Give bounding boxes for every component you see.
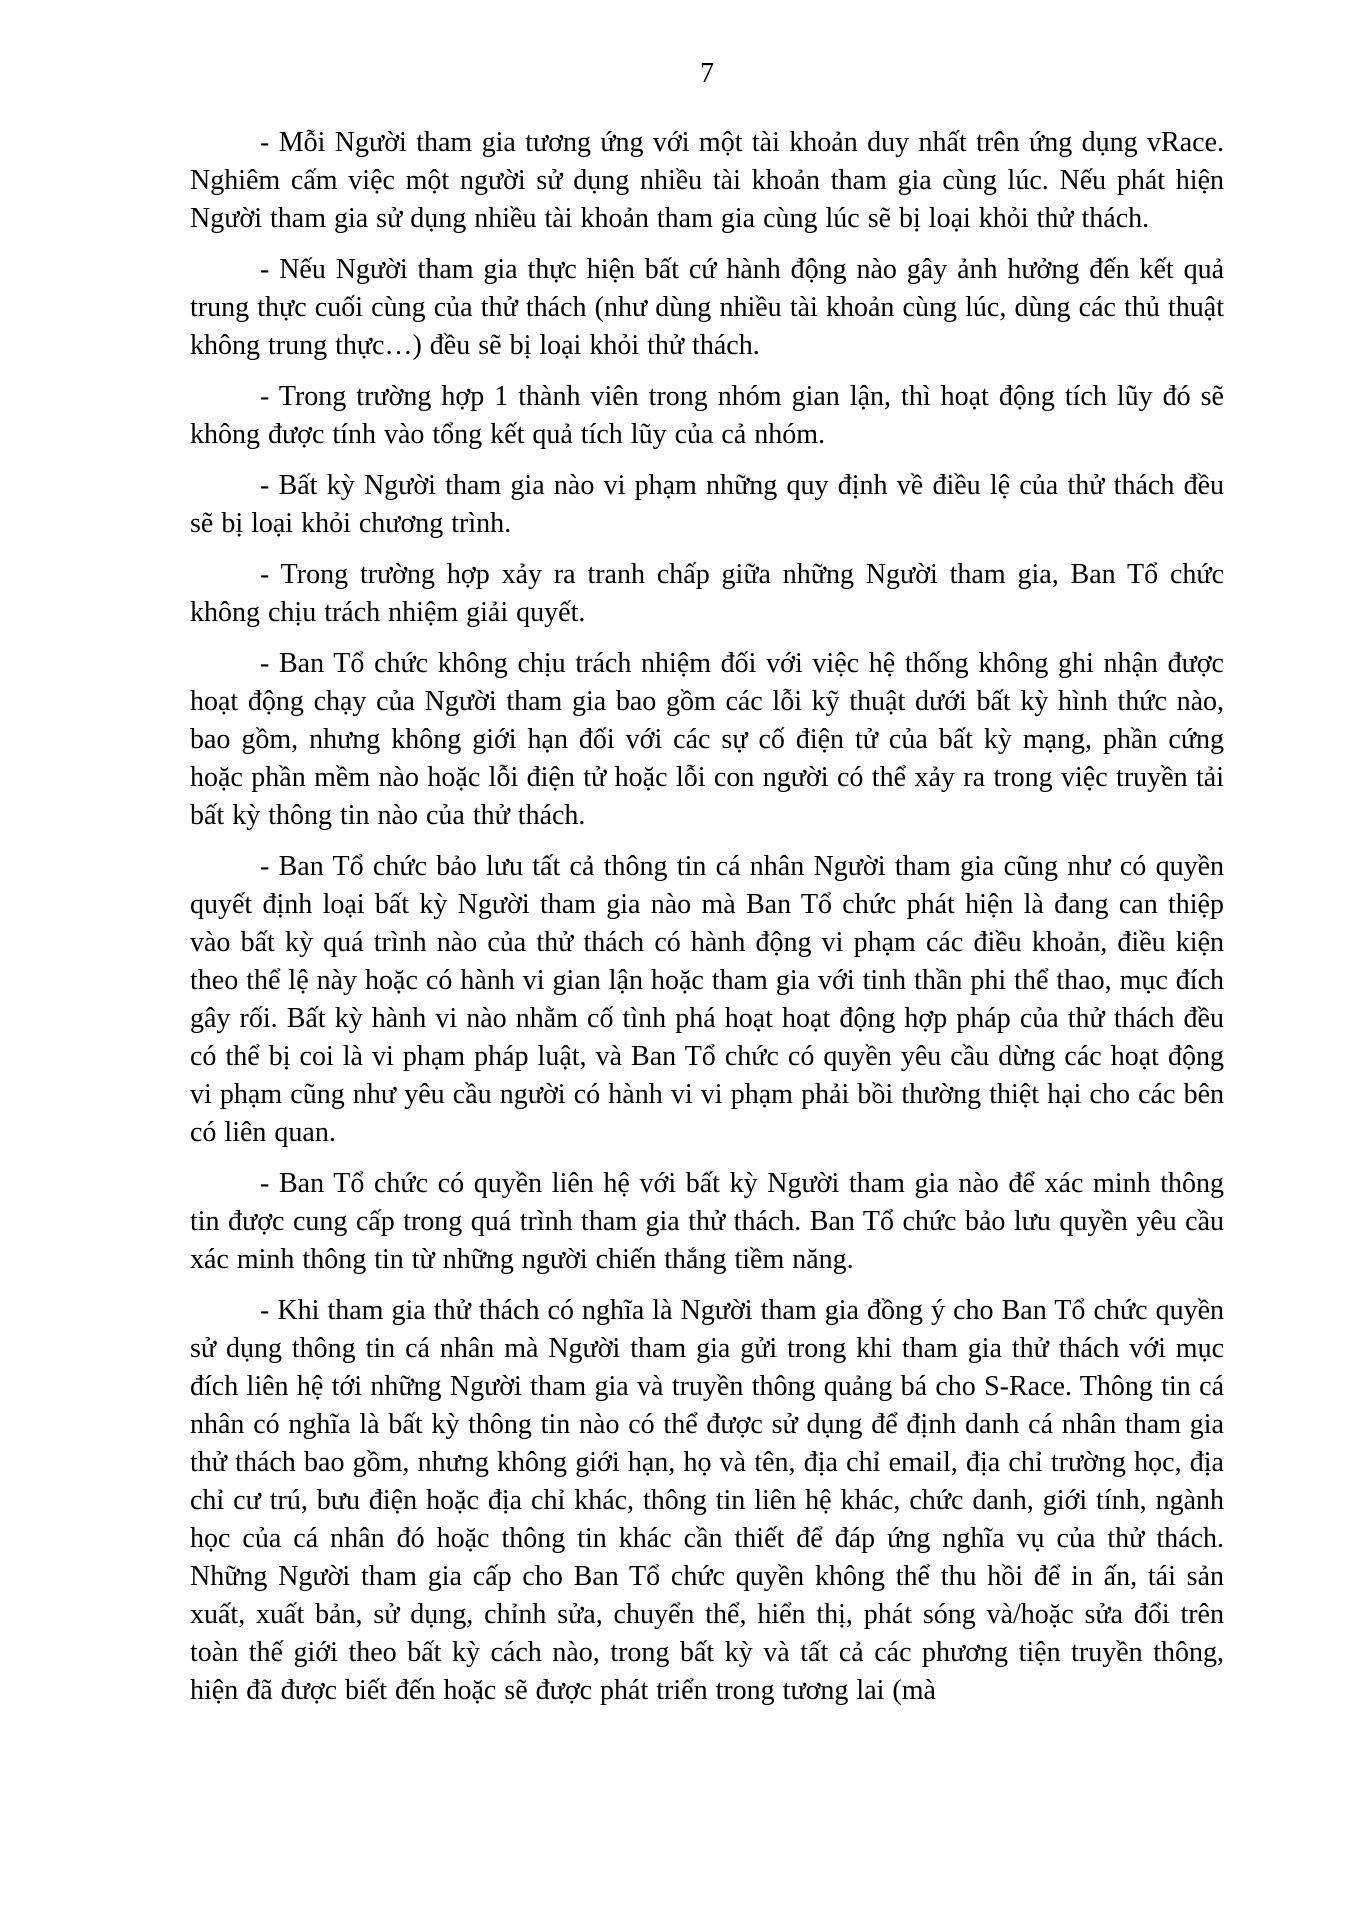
paragraph-technical-liability: - Ban Tổ chức không chịu trách nhiệm đối với việc hệ thống không ghi nhận được hoạt động chạy của Người tham gia bao gồm các lỗi kỹ thuật dưới bất kỳ hình thức nào, bao gồm, nhưng không giới hạn đối với các sự cố điện tử của bất kỳ mạng, phần cứng hoặc phần mềm nào hoặc lỗi điện tử hoặc lỗi con người có thể xảy ra trong việc truyền tải bất kỳ thông tin nào của thử thách. [190, 648, 1224, 831]
page-number: 7 [700, 58, 714, 89]
paragraph-verification-right: - Ban Tổ chức có quyền liên hệ với bất kỳ Người tham gia nào để xác minh thông tin được cung cấp trong quá trình tham gia thử thách. Ban Tổ chức bảo lưu quyền yêu cầu xác minh thông tin từ những người chiến thắng tiềm năng. [190, 1168, 1224, 1275]
paragraph-account-rule: - Mỗi Người tham gia tương ứng với một tài khoản duy nhất trên ứng dụng vRace. Nghiêm cấm việc một người sử dụng nhiều tài khoản tham gia cùng lúc. Nếu phát hiện Người tham gia sử dụng nhiều tài khoản tham gia cùng lúc sẽ bị loại khỏi thử thách. [190, 127, 1224, 234]
paragraph-group-cheating: - Trong trường hợp 1 thành viên trong nhóm gian lận, thì hoạt động tích lũy đó sẽ không được tính vào tổng kết quả tích lũy của cả nhóm. [190, 381, 1224, 450]
page-content [190, 124, 1224, 1710]
paragraph-dishonest-actions: - Nếu Người tham gia thực hiện bất cứ hành động nào gây ảnh hưởng đến kết quả trung thực cuối cùng của thử thách (như dùng nhiều tài khoản cùng lúc, dùng các thủ thuật không trung thực…) đều sẽ bị loại khỏi thử thách. [190, 254, 1224, 361]
paragraph-personal-info-usage: - Khi tham gia thử thách có nghĩa là Người tham gia đồng ý cho Ban Tổ chức quyền sử dụng thông tin cá nhân mà Người tham gia gửi trong khi tham gia thử thách với mục đích liên hệ tới những Người tham gia và truyền thông quảng bá cho S-Race. Thông tin cá nhân có nghĩa là bất kỳ thông tin nào có thể được sử dụng để định danh cá nhân tham gia thử thách bao gồm, nhưng không giới hạn, họ và tên, địa chỉ email, địa chỉ trường học, địa chỉ cư trú, bưu điện hoặc địa chỉ khác, thông tin liên hệ khác, chức danh, giới tính, ngành học của cá nhân đó hoặc thông tin khác cần thiết để đáp ứng nghĩa vụ của thử thách. Những Người tham gia cấp cho Ban Tổ chức quyền không thể thu hồi để in ấn, tái sản xuất, xuất bản, sử dụng, chỉnh sửa, chuyển thể, hiển thị, phát sóng và/hoặc sửa đổi trên toàn thế giới theo bất kỳ cách nào, trong bất kỳ và tất cả các phương tiện truyền thông, hiện đã được biết đến hoặc sẽ được phát triển trong tương lai (mà [190, 1295, 1224, 1706]
paragraph-dispute: - Trong trường hợp xảy ra tranh chấp giữa những Người tham gia, Ban Tổ chức không chịu trách nhiệm giải quyết. [190, 559, 1224, 628]
paragraph-rule-violation: - Bất kỳ Người tham gia nào vi phạm những quy định về điều lệ của thử thách đều sẽ bị loại khỏi chương trình. [190, 470, 1224, 539]
paragraph-personal-info-retention: - Ban Tổ chức bảo lưu tất cả thông tin cá nhân Người tham gia cũng như có quyền quyết định loại bất kỳ Người tham gia nào mà Ban Tổ chức phát hiện là đang can thiệp vào bất kỳ quá trình nào của thử thách có hành động vi phạm các điều khoản, điều kiện theo thể lệ này hoặc có hành vi gian lận hoặc tham gia với tinh thần phi thể thao, mục đích gây rối. Bất kỳ hành vi nào nhằm cố tình phá hoạt hoạt động hợp pháp của thử thách đều có thể bị coi là vi phạm pháp luật, và Ban Tổ chức có quyền yêu cầu dừng các hoạt động vi phạm cũng như yêu cầu người có hành vi vi phạm phải bồi thường thiệt hại cho các bên có liên quan. [190, 851, 1224, 1148]
